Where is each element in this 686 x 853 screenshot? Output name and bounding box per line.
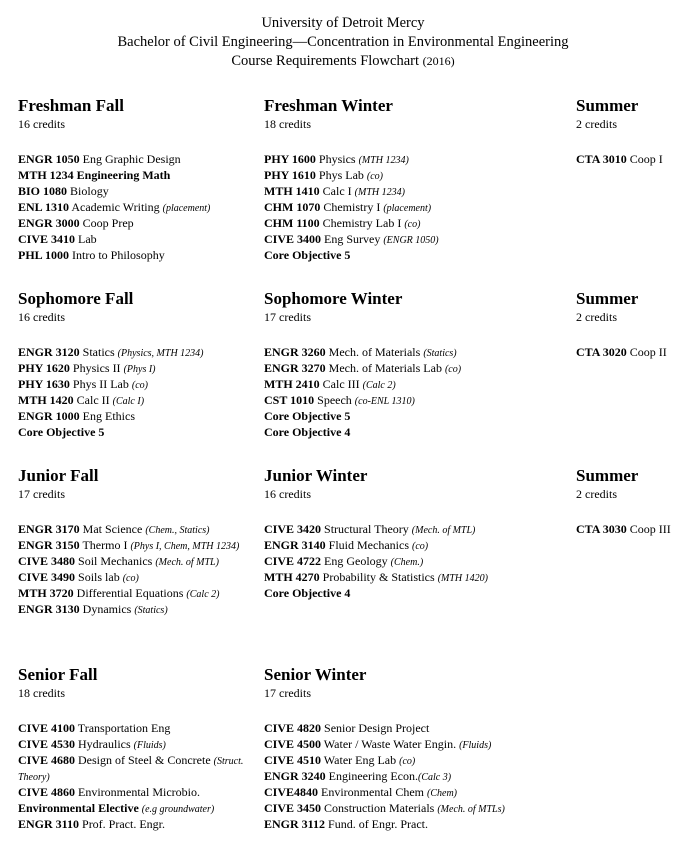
- course-prerequisite: (MTH 1420): [437, 573, 488, 584]
- course-item: [264, 232, 564, 248]
- course-code: ENGR 3170: [18, 522, 80, 536]
- semester-title: Junior Fall: [18, 466, 99, 485]
- course-item: [264, 785, 564, 801]
- course-name: Water / Waste Water Engin.: [321, 737, 460, 751]
- course-item: [18, 361, 248, 377]
- course-code: ENGR 3130: [18, 602, 80, 616]
- course-item: [18, 152, 248, 168]
- semester-title: Summer: [576, 96, 639, 115]
- course-prerequisite: (co): [122, 573, 139, 584]
- course-code: ENGR 3140: [264, 538, 326, 552]
- semester-title: Summer: [576, 466, 639, 485]
- course-code: BIO 1080: [18, 184, 68, 198]
- course-item: [264, 769, 564, 785]
- course-code: CHM 1070: [264, 200, 321, 214]
- course-item: [264, 737, 564, 753]
- course-name: Environmental Chem: [318, 785, 427, 799]
- course-name: Calc II: [73, 393, 113, 407]
- semester-junior-winter: [264, 465, 564, 602]
- course-prerequisite: (Chem., Statics): [145, 525, 210, 536]
- course-code: MTH 3720: [18, 586, 74, 600]
- document-title: [0, 52, 686, 71]
- course-name: Construction Materials: [321, 801, 438, 815]
- course-item: [264, 721, 564, 737]
- course-item: [264, 200, 564, 216]
- course-name: Chemistry I: [320, 200, 384, 214]
- course-name: Speech: [314, 393, 355, 407]
- semester-summer-3: [576, 465, 676, 538]
- semester-title: Sophomore Fall: [18, 289, 134, 308]
- course-item: [18, 522, 248, 538]
- course-item: [264, 393, 564, 409]
- course-code: CIVE 4100: [18, 721, 76, 735]
- course-name: Mech. of Materials Lab: [325, 361, 445, 375]
- university-name: University of Detroit Mercy: [261, 15, 425, 31]
- course-name: Transportation Eng: [75, 721, 171, 735]
- course-code: PHY 1630: [18, 377, 70, 391]
- course-code: MTH 1234 Engineering Math: [18, 168, 171, 182]
- course-code: CIVE 4680: [18, 753, 76, 767]
- course-code: MTH 2410: [264, 377, 320, 391]
- semester-title: Freshman Fall: [18, 96, 124, 115]
- course-item: [264, 817, 564, 833]
- course-code: CIVE 4500: [264, 737, 322, 751]
- course-name: Phys II Lab: [69, 377, 132, 391]
- course-item: [264, 361, 564, 377]
- course-name: Coop II: [626, 345, 667, 359]
- course-name: Coop I: [626, 152, 663, 166]
- course-name: Calc III: [319, 377, 363, 391]
- course-prerequisite: (placement): [162, 203, 211, 214]
- course-name: Statics: [79, 345, 118, 359]
- course-code: Core Objective 4: [264, 425, 351, 439]
- course-item: [18, 817, 248, 833]
- course-code: CIVE 4722: [264, 554, 322, 568]
- semester-sophomore-fall: [18, 288, 248, 441]
- course-name: Design of Steel & Concrete: [75, 753, 214, 767]
- course-code: ENGR 3112: [264, 817, 326, 831]
- semester-summer-2: [576, 288, 676, 361]
- course-item: [18, 425, 248, 441]
- course-prerequisite: (ENGR 1050): [383, 235, 439, 246]
- course-prerequisite: (Phys I): [123, 364, 156, 375]
- course-name: Eng Graphic Design: [79, 152, 181, 166]
- course-item: [264, 248, 564, 264]
- course-name: Mech. of Materials: [325, 345, 424, 359]
- course-code: CIVE 4510: [264, 753, 322, 767]
- course-code: MTH 4270: [264, 570, 320, 584]
- course-item: [264, 554, 564, 570]
- course-code: ENGR 3260: [264, 345, 326, 359]
- course-prerequisite: (e.g groundwater): [141, 804, 215, 815]
- course-code: ENGR 1000: [18, 409, 80, 423]
- course-name: Phys Lab: [315, 168, 367, 182]
- course-code: CIVE4840: [264, 785, 319, 799]
- course-name: Prof. Pract. Engr.: [79, 817, 166, 831]
- course-item: [18, 554, 248, 570]
- course-prerequisite: (co-ENL 1310): [354, 396, 415, 407]
- course-code: MTH 1420: [18, 393, 74, 407]
- course-prerequisite: (Struct. Theory): [18, 756, 244, 783]
- course-code: ENGR 1050: [18, 152, 80, 166]
- course-prerequisite: (Fluids): [459, 740, 492, 751]
- course-prerequisite: (co): [444, 364, 462, 375]
- course-name: Structural Theory: [321, 522, 412, 536]
- course-item: [18, 216, 248, 232]
- course-code: CIVE 3420: [264, 522, 322, 536]
- course-prerequisite: (Statics): [134, 605, 168, 616]
- semester-freshman-winter: [264, 95, 564, 264]
- program-name: Bachelor of Civil Engineering—Concentration in Environmental Engineering: [117, 34, 569, 50]
- course-item: [18, 586, 248, 602]
- semester-title: Junior Winter: [264, 466, 368, 485]
- course-item: [18, 785, 248, 801]
- semester-credits: 17 credits: [264, 686, 311, 700]
- course-item: [264, 377, 564, 393]
- course-code: CIVE 3480: [18, 554, 76, 568]
- course-name: Engineering Econ.: [325, 769, 418, 783]
- course-name: Probability & Statistics: [319, 570, 438, 584]
- semester-credits: 2 credits: [576, 117, 617, 131]
- course-item: [264, 570, 564, 586]
- course-name: Soil Mechanics: [75, 554, 156, 568]
- course-code: ENL 1310: [18, 200, 70, 214]
- course-prerequisite: (placement): [383, 203, 432, 214]
- semester-credits: 17 credits: [264, 310, 311, 324]
- course-name: Differential Equations: [73, 586, 187, 600]
- course-prerequisite: (Chem): [427, 788, 457, 799]
- course-item: [18, 377, 248, 393]
- course-code: ENGR 3120: [18, 345, 80, 359]
- course-item: [18, 570, 248, 586]
- course-item: [264, 168, 564, 184]
- course-item: [264, 538, 564, 554]
- semester-credits: 16 credits: [264, 487, 311, 501]
- course-code: CIVE 3410: [18, 232, 76, 246]
- course-name: Environmental Microbio.: [75, 785, 200, 799]
- course-item: [264, 753, 564, 769]
- course-code: ENGR 3110: [18, 817, 80, 831]
- course-code: CIVE 3400: [264, 232, 322, 246]
- course-name: Mat Science: [79, 522, 146, 536]
- course-code: Core Objective 4: [264, 586, 351, 600]
- course-code: CST 1010: [264, 393, 315, 407]
- semester-credits: 18 credits: [18, 686, 65, 700]
- course-item: [264, 586, 564, 602]
- course-prerequisite: (MTH 1234): [358, 155, 409, 166]
- course-prerequisite: (Calc 2): [362, 380, 396, 391]
- course-name: Intro to Philosophy: [69, 248, 165, 262]
- course-item: [18, 232, 248, 248]
- course-prerequisite: (co): [404, 219, 421, 230]
- course-item: [576, 152, 676, 168]
- course-name: Coop III: [626, 522, 671, 536]
- course-code: CTA 3010: [576, 152, 627, 166]
- course-code: MTH 1410: [264, 184, 320, 198]
- course-code: Core Objective 5: [18, 425, 105, 439]
- title-text: Course Requirements Flowchart: [231, 53, 420, 69]
- course-code: ENGR 3150: [18, 538, 80, 552]
- course-code: CIVE 4860: [18, 785, 76, 799]
- course-prerequisite: (MTH 1234): [354, 187, 405, 198]
- course-prerequisite: (Calc 3): [417, 772, 452, 783]
- course-name: Academic Writing: [69, 200, 163, 214]
- course-name: Chemistry Lab I: [319, 216, 405, 230]
- semester-title: Freshman Winter: [264, 96, 393, 115]
- semester-credits: 17 credits: [18, 487, 65, 501]
- course-prerequisite: (Mech. of MTL): [155, 557, 219, 568]
- course-item: [18, 721, 248, 737]
- course-prerequisite: (Calc 2): [186, 589, 220, 600]
- course-code: PHL 1000: [18, 248, 70, 262]
- course-code: CIVE 4820: [264, 721, 322, 735]
- semester-credits: 18 credits: [264, 117, 311, 131]
- course-prerequisite: (Chem.): [390, 557, 424, 568]
- semester-credits: 2 credits: [576, 487, 617, 501]
- course-name: Physics II: [69, 361, 124, 375]
- course-prerequisite: (Physics, MTH 1234): [117, 348, 204, 359]
- course-item: [576, 345, 676, 361]
- course-item: [264, 152, 564, 168]
- course-name: Calc I: [319, 184, 355, 198]
- semester-senior-fall: [18, 664, 248, 833]
- course-prerequisite: (co): [366, 171, 383, 182]
- course-name: Coop Prep: [79, 216, 134, 230]
- semester-sophomore-winter: [264, 288, 564, 441]
- course-name: Lab: [75, 232, 97, 246]
- course-item: [576, 522, 676, 538]
- semester-junior-fall: [18, 465, 248, 618]
- course-item: [264, 522, 564, 538]
- course-code: CHM 1100: [264, 216, 320, 230]
- course-name: Eng Survey: [321, 232, 384, 246]
- course-item: [18, 737, 248, 753]
- course-name: Fluid Mechanics: [325, 538, 412, 552]
- course-name: Soils lab: [75, 570, 123, 584]
- course-name: Dynamics: [79, 602, 135, 616]
- course-item: [18, 753, 248, 785]
- course-code: Environmental Elective: [18, 801, 139, 815]
- course-prerequisite: (Mech. of MTLs): [437, 804, 505, 815]
- course-code: PHY 1610: [264, 168, 316, 182]
- course-code: ENGR 3270: [264, 361, 326, 375]
- course-prerequisite: (Statics): [423, 348, 457, 359]
- semester-credits: 16 credits: [18, 117, 65, 131]
- course-code: CIVE 4530: [18, 737, 76, 751]
- course-item: [18, 602, 248, 618]
- document-header: [0, 14, 686, 71]
- semester-credits: 2 credits: [576, 310, 617, 324]
- course-item: [18, 184, 248, 200]
- semester-title: Summer: [576, 289, 639, 308]
- course-item: [18, 168, 248, 184]
- course-prerequisite: (co): [399, 756, 416, 767]
- course-item: [18, 538, 248, 554]
- course-prerequisite: (Calc I): [112, 396, 145, 407]
- course-prerequisite: (Phys I, Chem, MTH 1234): [130, 541, 240, 552]
- course-code: Core Objective 5: [264, 248, 351, 262]
- semester-credits: 16 credits: [18, 310, 65, 324]
- course-name: Fund. of Engr. Pract.: [325, 817, 429, 831]
- semester-summer-1: [576, 95, 676, 168]
- course-item: [18, 248, 248, 264]
- course-item: [264, 216, 564, 232]
- course-code: CTA 3030: [576, 522, 627, 536]
- course-name: Thermo I: [79, 538, 131, 552]
- course-code: Core Objective 5: [264, 409, 351, 423]
- course-name: Eng Geology: [321, 554, 391, 568]
- course-item: [18, 345, 248, 361]
- course-code: PHY 1620: [18, 361, 70, 375]
- course-code: CTA 3020: [576, 345, 627, 359]
- semester-freshman-fall: [18, 95, 248, 264]
- course-prerequisite: (Mech. of MTL): [411, 525, 476, 536]
- course-name: Hydraulics: [75, 737, 134, 751]
- course-name: Water Eng Lab: [321, 753, 400, 767]
- semester-title: Senior Winter: [264, 665, 367, 684]
- course-item: [18, 200, 248, 216]
- course-prerequisite: (Fluids): [133, 740, 166, 751]
- course-prerequisite: (co): [412, 541, 429, 552]
- course-name: Senior Design Project: [321, 721, 430, 735]
- course-name: Biology: [67, 184, 109, 198]
- course-code: ENGR 3000: [18, 216, 80, 230]
- course-item: [18, 409, 248, 425]
- course-item: [18, 393, 248, 409]
- course-code: CIVE 3450: [264, 801, 322, 815]
- course-code: ENGR 3240: [264, 769, 326, 783]
- course-code: PHY 1600: [264, 152, 316, 166]
- course-name: Physics: [315, 152, 359, 166]
- title-year: (2016): [422, 54, 455, 68]
- course-item: [264, 345, 564, 361]
- course-item: [264, 801, 564, 817]
- semester-senior-winter: [264, 664, 564, 833]
- course-prerequisite: (co): [131, 380, 148, 391]
- course-item: [264, 184, 564, 200]
- course-name: Eng Ethics: [79, 409, 135, 423]
- course-item: [18, 801, 248, 817]
- course-item: [264, 425, 564, 441]
- semester-title: Sophomore Winter: [264, 289, 403, 308]
- semester-title: Senior Fall: [18, 665, 98, 684]
- course-code: CIVE 3490: [18, 570, 76, 584]
- course-item: [264, 409, 564, 425]
